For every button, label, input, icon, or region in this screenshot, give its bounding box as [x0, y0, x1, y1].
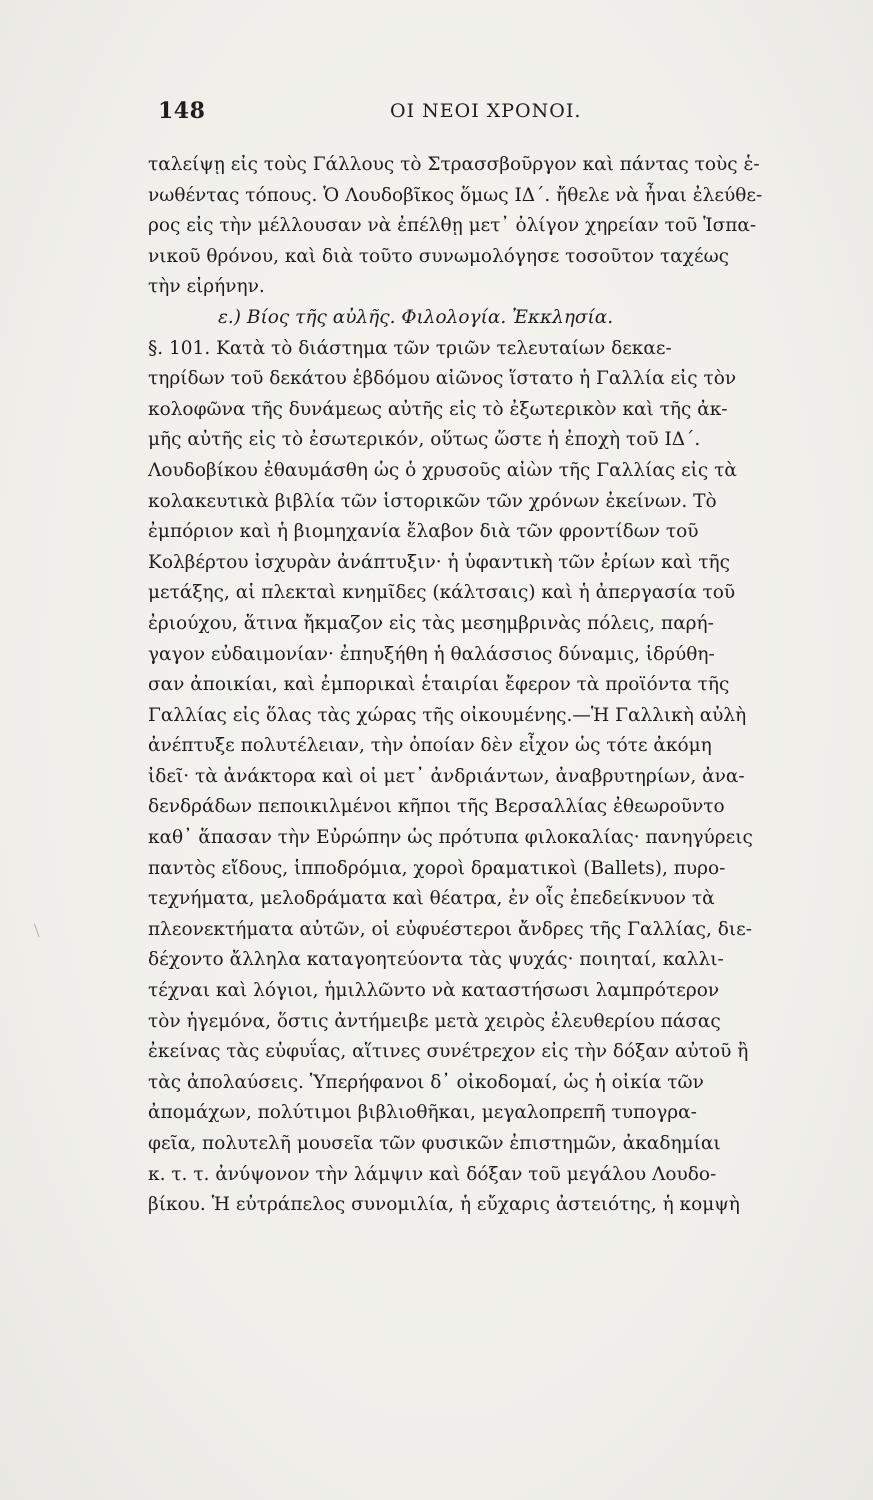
- text-line: νικοῦ θρόνου, καὶ διὰ τοῦτο συνωμολόγησε τοσοῦτον ταχέως: [148, 245, 730, 267]
- text-line: ρος εἰς τὴν μέλλουσαν νὰ ἐπέλθῃ μετ᾿ ὀλίγον χηρείαν τοῦ Ἱσπα-: [148, 215, 757, 237]
- text-line: κολακευτικὰ βιβλία τῶν ἱστορικῶν τῶν χρόνων ἐκείνων. Τὸ: [148, 490, 717, 512]
- text-line: τὸν ἡγεμόνα, ὅστις ἀντήμειβε μετὰ χειρὸς ἐλευθερίου πάσας: [148, 1010, 721, 1032]
- text-line: ἐκείνας τὰς εὐφυΐας, αἵτινες συνέτρεχον εἰς τὴν δόξαν αὐτοῦ ἢ: [148, 1041, 749, 1063]
- text-line: νωθέντας τόπους. Ὁ Λουδοβῖκος ὅμως ΙΔ΄. ἤθελε νὰ ἦναι ἐλεύθε-: [148, 184, 763, 206]
- text-line: Γαλλίας εἰς ὅλας τὰς χώρας τῆς οἰκουμένης.—Ἡ Γαλλικὴ αὐλὴ: [148, 704, 747, 726]
- page-header: [158, 98, 718, 134]
- text-line: βίκου. Ἡ εὐτράπελος συνομιλία, ἡ εὔχαρις ἀστειότης, ἡ κομψὴ: [148, 1194, 740, 1216]
- text-line: πλεονεκτήματα αὐτῶν, οἱ εὐφυέστεροι ἄνδρες τῆς Γαλλίας, διε-: [148, 918, 753, 940]
- text-line: δενδράδων πεποικιλμένοι κῆποι τῆς Βερσαλλίας ἐθεωροῦντο: [148, 796, 725, 818]
- text-line: τέχναι καὶ λόγιοι, ἡμιλλῶντο νὰ καταστήσωσι λαμπρότερον: [148, 980, 720, 1002]
- text-line: δέχοντο ἄλληλα καταγοητεύοντα τὰς ψυχάς· ποιηταί, καλλι-: [148, 949, 724, 971]
- running-title: ΟΙ ΝΕΟΙ ΧΡΟΝΟΙ.: [390, 100, 582, 122]
- text-line: ἐμπόριον καὶ ἡ βιομηχανία ἔλαβον διὰ τῶν φροντίδων τοῦ: [148, 521, 699, 543]
- body-text: [148, 150, 808, 1221]
- margin-pencil-mark: [34, 921, 47, 937]
- text-line: μῆς αὐτῆς εἰς τὸ ἐσωτερικόν, οὕτως ὥστε ἡ ἐποχὴ τοῦ ΙΔ΄.: [148, 429, 701, 451]
- text-line: ἐριούχου, ἅτινα ἤκμαζον εἰς τὰς μεσημβρινὰς πόλεις, παρή-: [148, 612, 714, 634]
- text-line: Λουδοβίκου ἐθαυμάσθη ὡς ὁ χρυσοῦς αἰὼν τῆς Γαλλίας εἰς τὰ: [148, 459, 737, 481]
- text-line: τὰς ἀπολαύσεις. Ὑπερήφανοι δ᾿ οἰκοδομαί, ὡς ἡ οἰκία τῶν: [148, 1071, 704, 1093]
- text-line: τεχνήματα, μελοδράματα καὶ θέατρα, ἐν οἷς ἐπεδείκνυον τὰ: [148, 888, 715, 910]
- text-line: ἀπομάχων, πολύτιμοι βιβλιοθῆκαι, μεγαλοπρεπῆ τυπογρα-: [148, 1102, 697, 1124]
- text-line: φεῖα, πολυτελῆ μουσεῖα τῶν φυσικῶν ἐπιστημῶν, ἀκαδημίαι: [148, 1133, 721, 1154]
- text-line: Κολβέρτου ἰσχυρὰν ἀνάπτυξιν· ἡ ὑφαντικὴ τῶν ἐρίων καὶ τῆς: [148, 551, 731, 573]
- text-line: ταλείψῃ εἰς τοὺς Γάλλους τὸ Στρασσβοῦργον καὶ πάντας τοὺς ἑ-: [148, 154, 760, 175]
- paragraph-start-line: §. 101. Κατὰ τὸ διάστημα τῶν τριῶν τελευταίων δεκαε-: [148, 337, 672, 359]
- text-line: ἀνέπτυξε πολυτέλειαν, τὴν ὁποίαν δὲν εἶχον ὡς τότε ἀκόμη: [148, 735, 712, 757]
- text-line: τὴν εἰρήνην.: [148, 276, 265, 298]
- text-line: σαν ἀποικίαι, καὶ ἐμπορικαὶ ἑταιρίαι ἔφερον τὰ προϊόντα τῆς: [148, 674, 730, 696]
- text-line: παντὸς εἴδους, ἱπποδρόμια, χοροὶ δραματικοὶ (Ballets), πυρο-: [148, 857, 726, 879]
- text-line: μετάξης, αἱ πλεκταὶ κνημῖδες (κάλτσαις) καὶ ἡ ἀπεργασία τοῦ: [148, 582, 736, 604]
- text-line: τηρίδων τοῦ δεκάτου ἑβδόμου αἰῶνος ἵστατο ἡ Γαλλία εἰς τὸν: [148, 368, 737, 390]
- text-line: καθ᾿ ἅπασαν τὴν Εὐρώπην ὡς πρότυπα φιλοκαλίας· πανηγύρεις: [148, 827, 753, 849]
- text-line: κολοφῶνα τῆς δυνάμεως αὐτῆς εἰς τὸ ἐξωτερικὸν καὶ τῆς ἀκ-: [148, 398, 728, 420]
- section-heading: ε.) Βίος τῆς αὐλῆς. Φιλολογία. Ἐκκλησία.: [218, 306, 614, 328]
- text-line: κ. τ. τ. ἀνύψονον τὴν λάμψιν καὶ δόξαν τοῦ μεγάλου Λουδο-: [148, 1163, 717, 1185]
- text-line: ἰδεῖ· τὰ ἀνάκτορα καὶ οἱ μετ᾿ ἀνδριάντων, ἀναβρυτηρίων, ἀνα-: [148, 765, 745, 787]
- page-number: 148: [158, 98, 206, 124]
- text-line: γαγον εὐδαιμονίαν· ἐπηυξήθη ἡ θαλάσσιος δύναμις, ἱδρύθη-: [148, 643, 715, 665]
